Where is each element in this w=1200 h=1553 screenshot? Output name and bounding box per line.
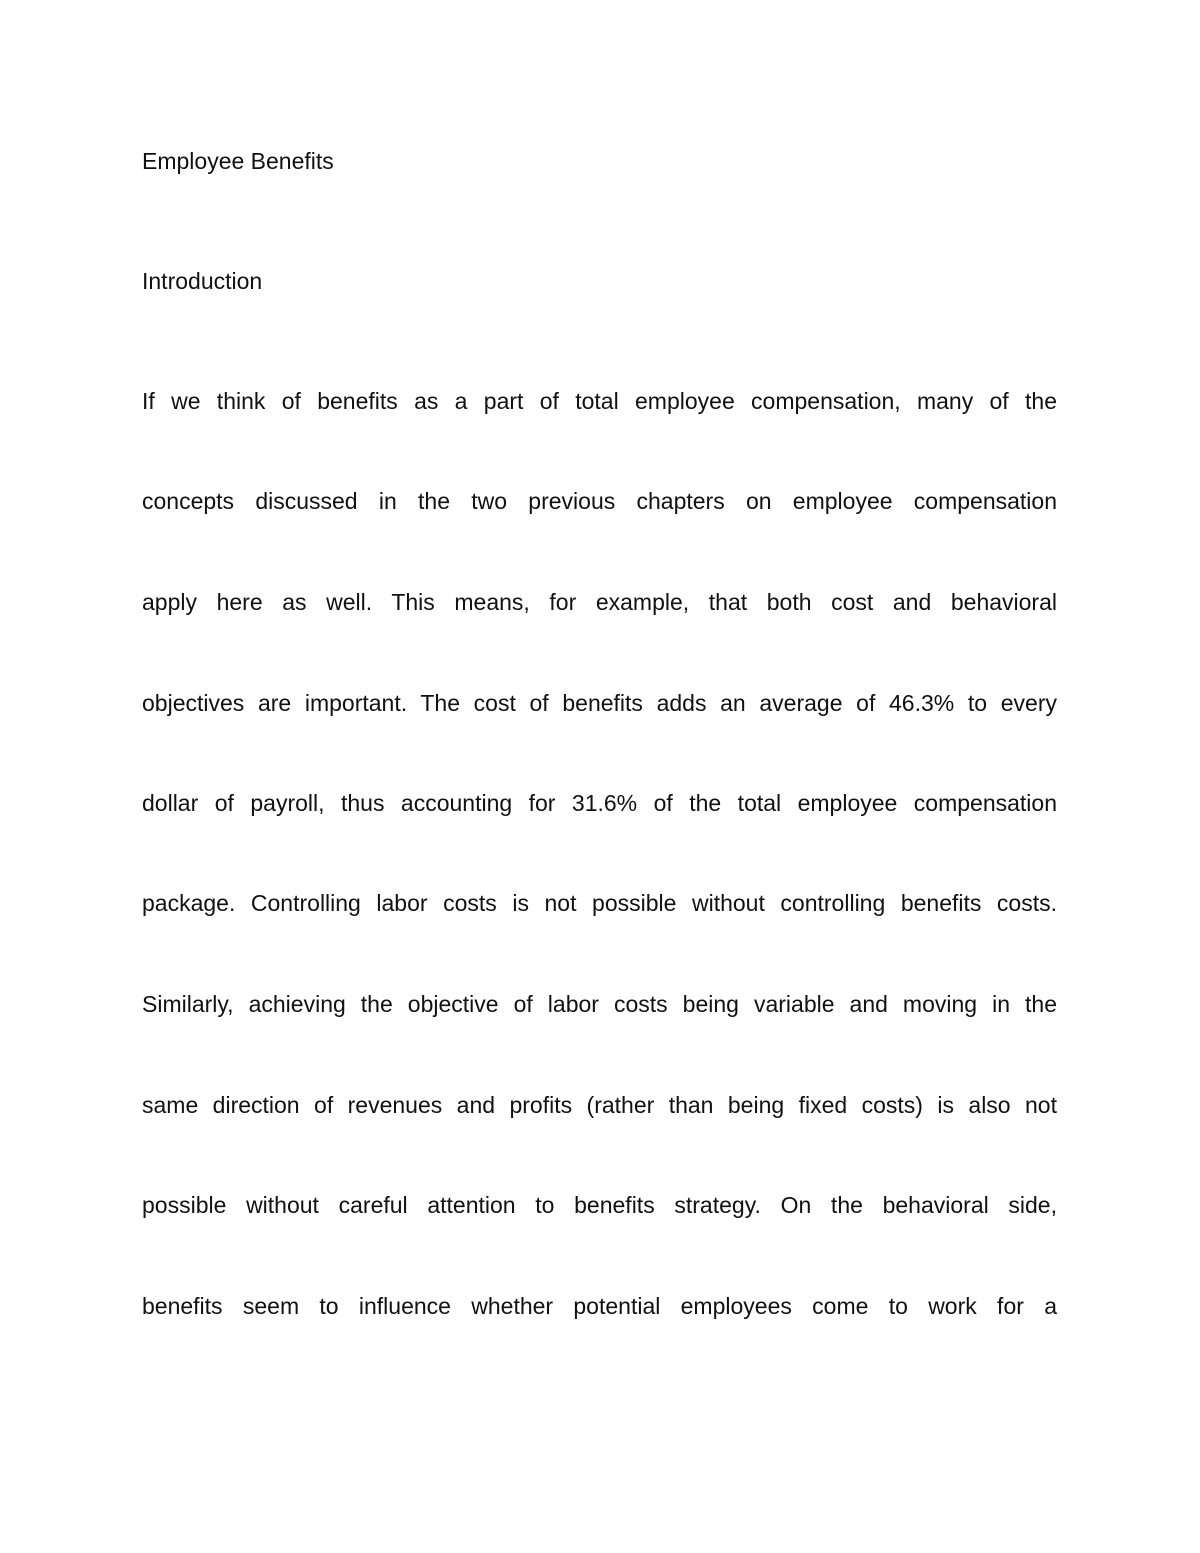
- paragraph-line: possible without careful attention to benefits strategy. On the behavioral side,: [142, 1192, 1057, 1218]
- paragraph-line: benefits seem to influence whether potential employees come to work for a: [142, 1293, 1057, 1319]
- paragraph-line: concepts discussed in the two previous chapters on employee compensation: [142, 488, 1057, 514]
- paragraph-line: same direction of revenues and profits (rather than being fixed costs) is also not: [142, 1092, 1057, 1118]
- document-title: Employee Benefits: [142, 148, 334, 174]
- paragraph-line: If we think of benefits as a part of total employee compensation, many of the: [142, 388, 1057, 414]
- paragraph-line: package. Controlling labor costs is not possible without controlling benefits costs.: [142, 890, 1057, 916]
- paragraph-line: apply here as well. This means, for example, that both cost and behavioral: [142, 589, 1057, 615]
- paragraph-line: dollar of payroll, thus accounting for 31.6% of the total employee compensation: [142, 790, 1057, 816]
- paragraph-line: Similarly, achieving the objective of labor costs being variable and moving in the: [142, 991, 1057, 1017]
- section-heading: Introduction: [142, 268, 263, 294]
- paragraph-line: objectives are important. The cost of benefits adds an average of 46.3% to every: [142, 690, 1057, 716]
